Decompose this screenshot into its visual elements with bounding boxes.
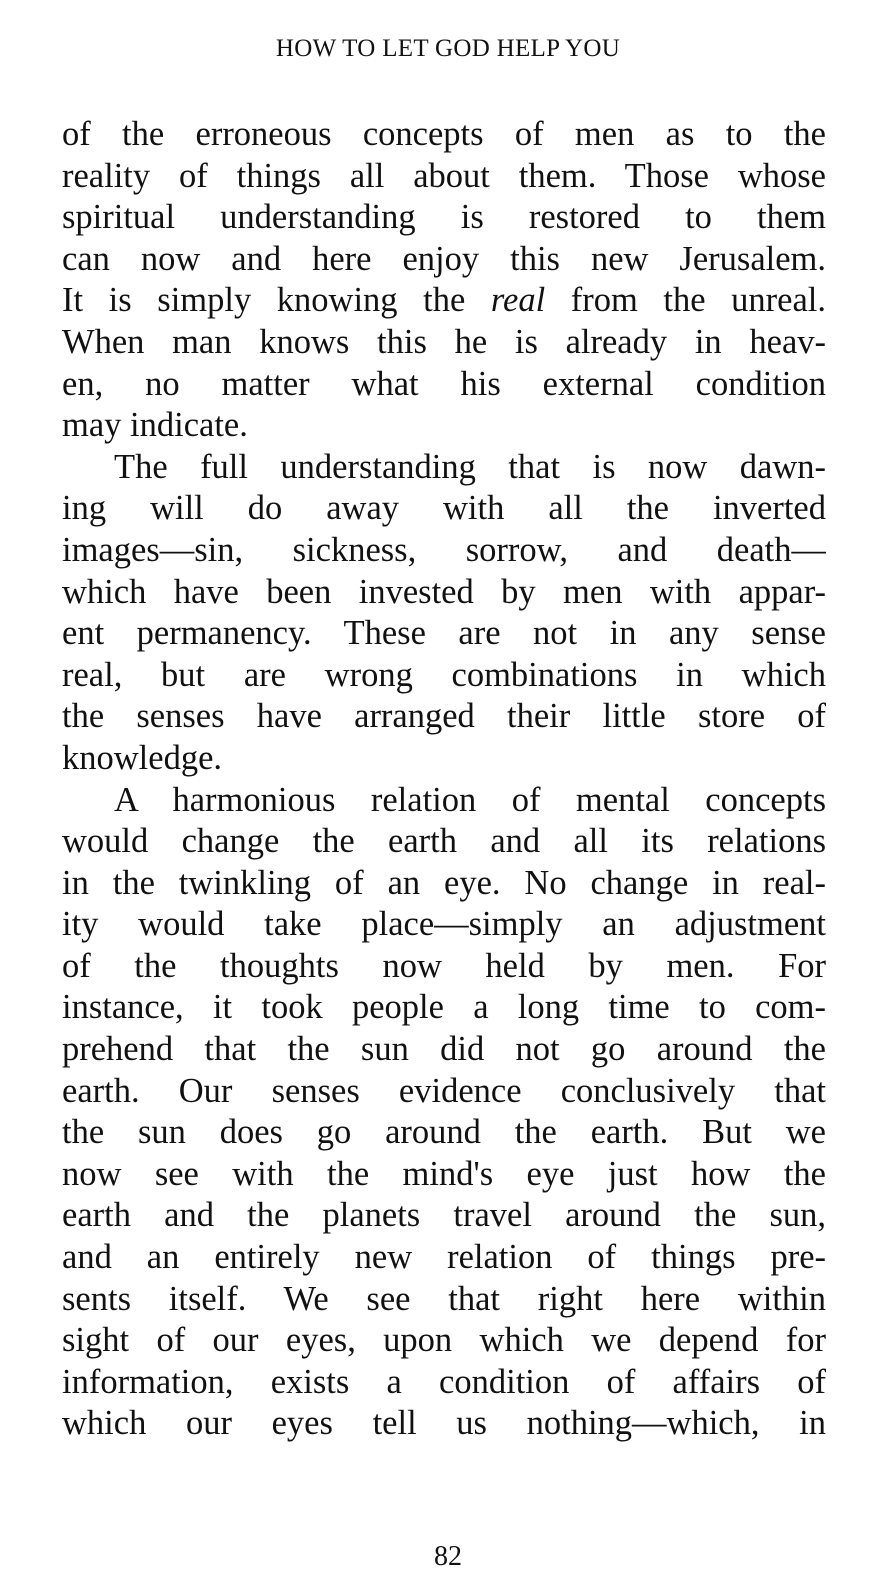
text-line: which our eyes tell us nothing—which, in [62, 1404, 826, 1443]
text-line: information, exists a condition of affairs of [62, 1362, 826, 1401]
text-line: and an entirely new relation of things pre- [62, 1238, 826, 1277]
text-line [62, 280, 826, 322]
text-line: earth and the planets travel around the sun, [62, 1196, 826, 1235]
text-line: instance, it took people a long time to com- [62, 988, 826, 1027]
text-line: images—sin, sickness, sorrow, and death— [62, 530, 826, 569]
paragraph-first-line: The full understanding that is now dawn- [114, 447, 826, 486]
text-line: now see with the mind's eye just how the [62, 1154, 826, 1193]
text-line: sents itself. We see that right here within [62, 1279, 826, 1318]
body-text [62, 114, 826, 1445]
text-line: When man knows this he is already in heav- [62, 322, 826, 361]
text-line: would change the earth and all its relations [62, 822, 826, 861]
paragraph-first-line: A harmonious relation of mental concepts [114, 780, 826, 819]
text-run: It is simply knowing the [62, 281, 491, 320]
text-line: ity would take place—simply an adjustment [62, 905, 826, 944]
text-run: from the unreal. [545, 281, 826, 320]
text-line: prehend that the sun did not go around the [62, 1030, 826, 1069]
text-line: en, no matter what his external condition [62, 364, 826, 403]
page-number: 82 [434, 1541, 462, 1572]
text-line: of the thoughts now held by men. For [62, 946, 826, 985]
emphasized-word: real [490, 281, 546, 320]
text-line: reality of things all about them. Those whose [62, 156, 826, 195]
text-line: the senses have arranged their little store of [62, 697, 826, 736]
text-line: earth. Our senses evidence conclusively that [62, 1071, 826, 1110]
text-line: in the twinkling of an eye. No change in real- [62, 863, 826, 902]
text-line: which have been invested by men with appar- [62, 572, 826, 611]
text-line: sight of our eyes, upon which we depend for [62, 1321, 826, 1360]
text-line: real, but are wrong combinations in which [62, 655, 826, 694]
text-line: of the erroneous concepts of men as to the [62, 115, 826, 153]
text-line: may indicate. [62, 406, 248, 445]
text-line: spiritual understanding is restored to them [62, 198, 826, 237]
text-line: can now and here enjoy this new Jerusalem. [62, 239, 826, 278]
text-line: the sun does go around the earth. But we [62, 1113, 826, 1152]
text-line: ing will do away with all the inverted [62, 489, 826, 528]
text-line: knowledge. [62, 738, 223, 777]
running-header-title: HOW TO LET GOD HELP YOU [275, 35, 621, 62]
text-line: ent permanency. These are not in any sense [62, 614, 826, 653]
